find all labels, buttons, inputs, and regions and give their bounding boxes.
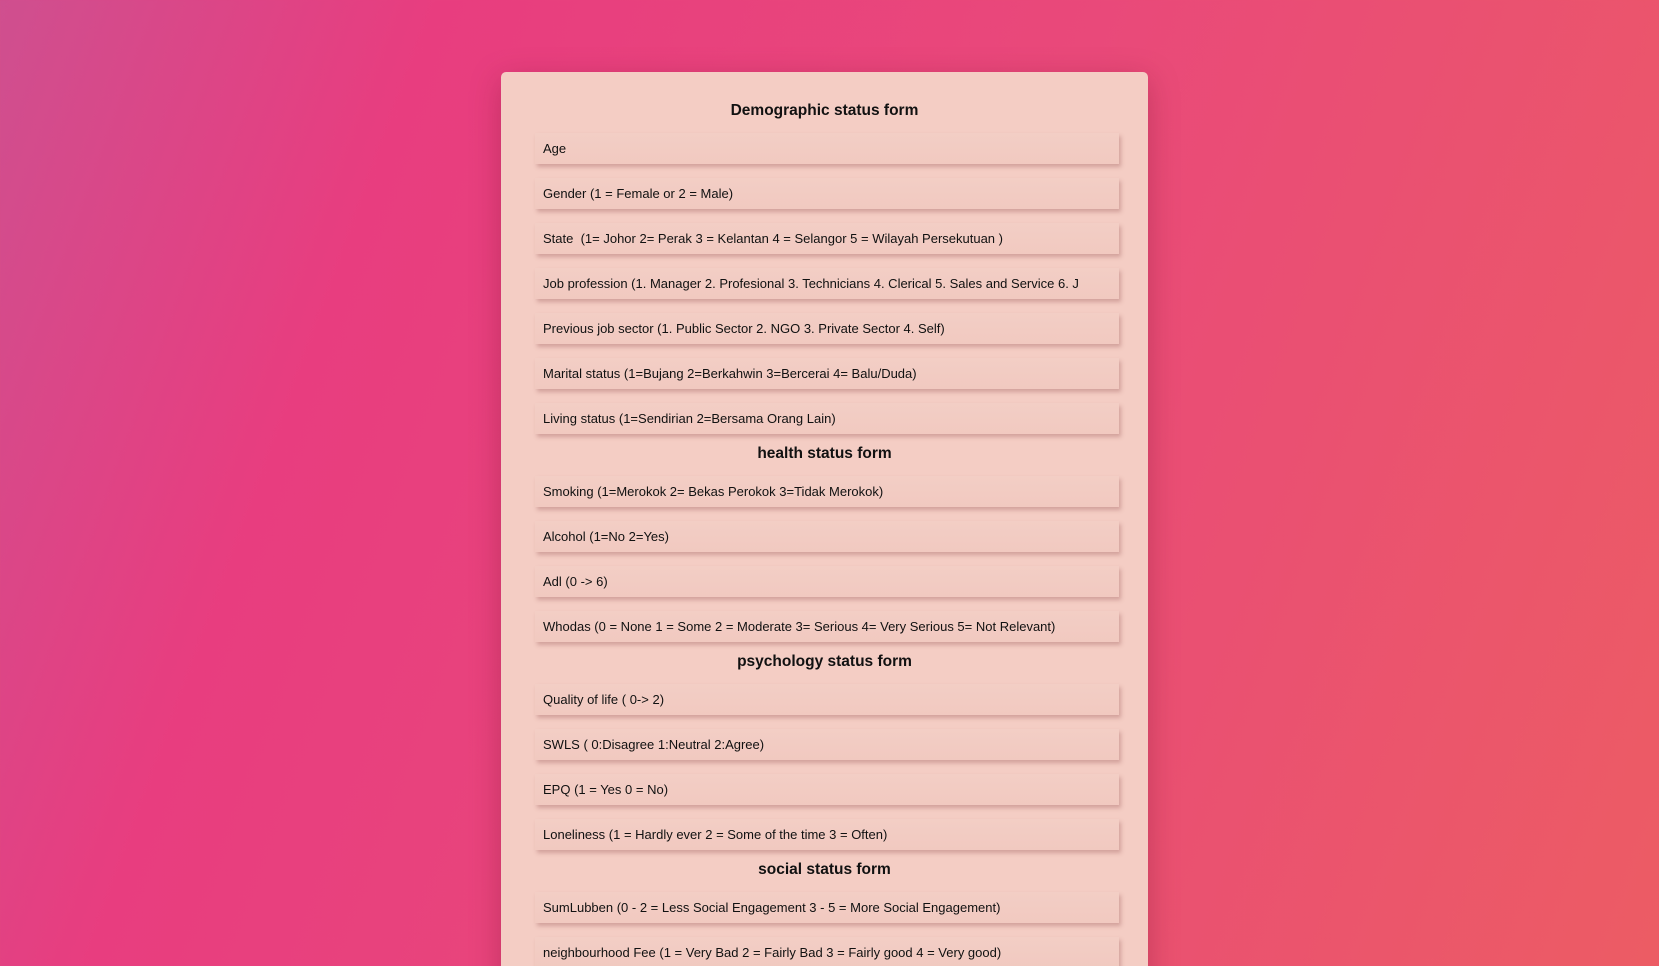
gender-input[interactable] <box>535 178 1119 209</box>
psychology-section-title: psychology status form <box>737 653 912 670</box>
smoking-input[interactable] <box>535 476 1119 507</box>
epq-input[interactable] <box>535 774 1119 805</box>
health-section-title: health status form <box>757 445 892 462</box>
neighbourhood-fee-input[interactable] <box>535 937 1119 966</box>
whodas-input[interactable] <box>535 611 1119 642</box>
form-card <box>501 72 1148 966</box>
job-profession-input[interactable] <box>535 268 1119 299</box>
marital-status-input[interactable] <box>535 358 1119 389</box>
alcohol-input[interactable] <box>535 521 1119 552</box>
loneliness-input[interactable] <box>535 819 1119 850</box>
state-input[interactable] <box>535 223 1119 254</box>
demographic-section-title: Demographic status form <box>730 102 919 119</box>
quality-of-life-input[interactable] <box>535 684 1119 715</box>
previous-job-sector-input[interactable] <box>535 313 1119 344</box>
swls-input[interactable] <box>535 729 1119 760</box>
social-section-title: social status form <box>758 861 891 878</box>
sum-lubben-input[interactable] <box>535 892 1119 923</box>
adl-input[interactable] <box>535 566 1119 597</box>
living-status-input[interactable] <box>535 403 1119 434</box>
age-input[interactable] <box>535 133 1119 164</box>
